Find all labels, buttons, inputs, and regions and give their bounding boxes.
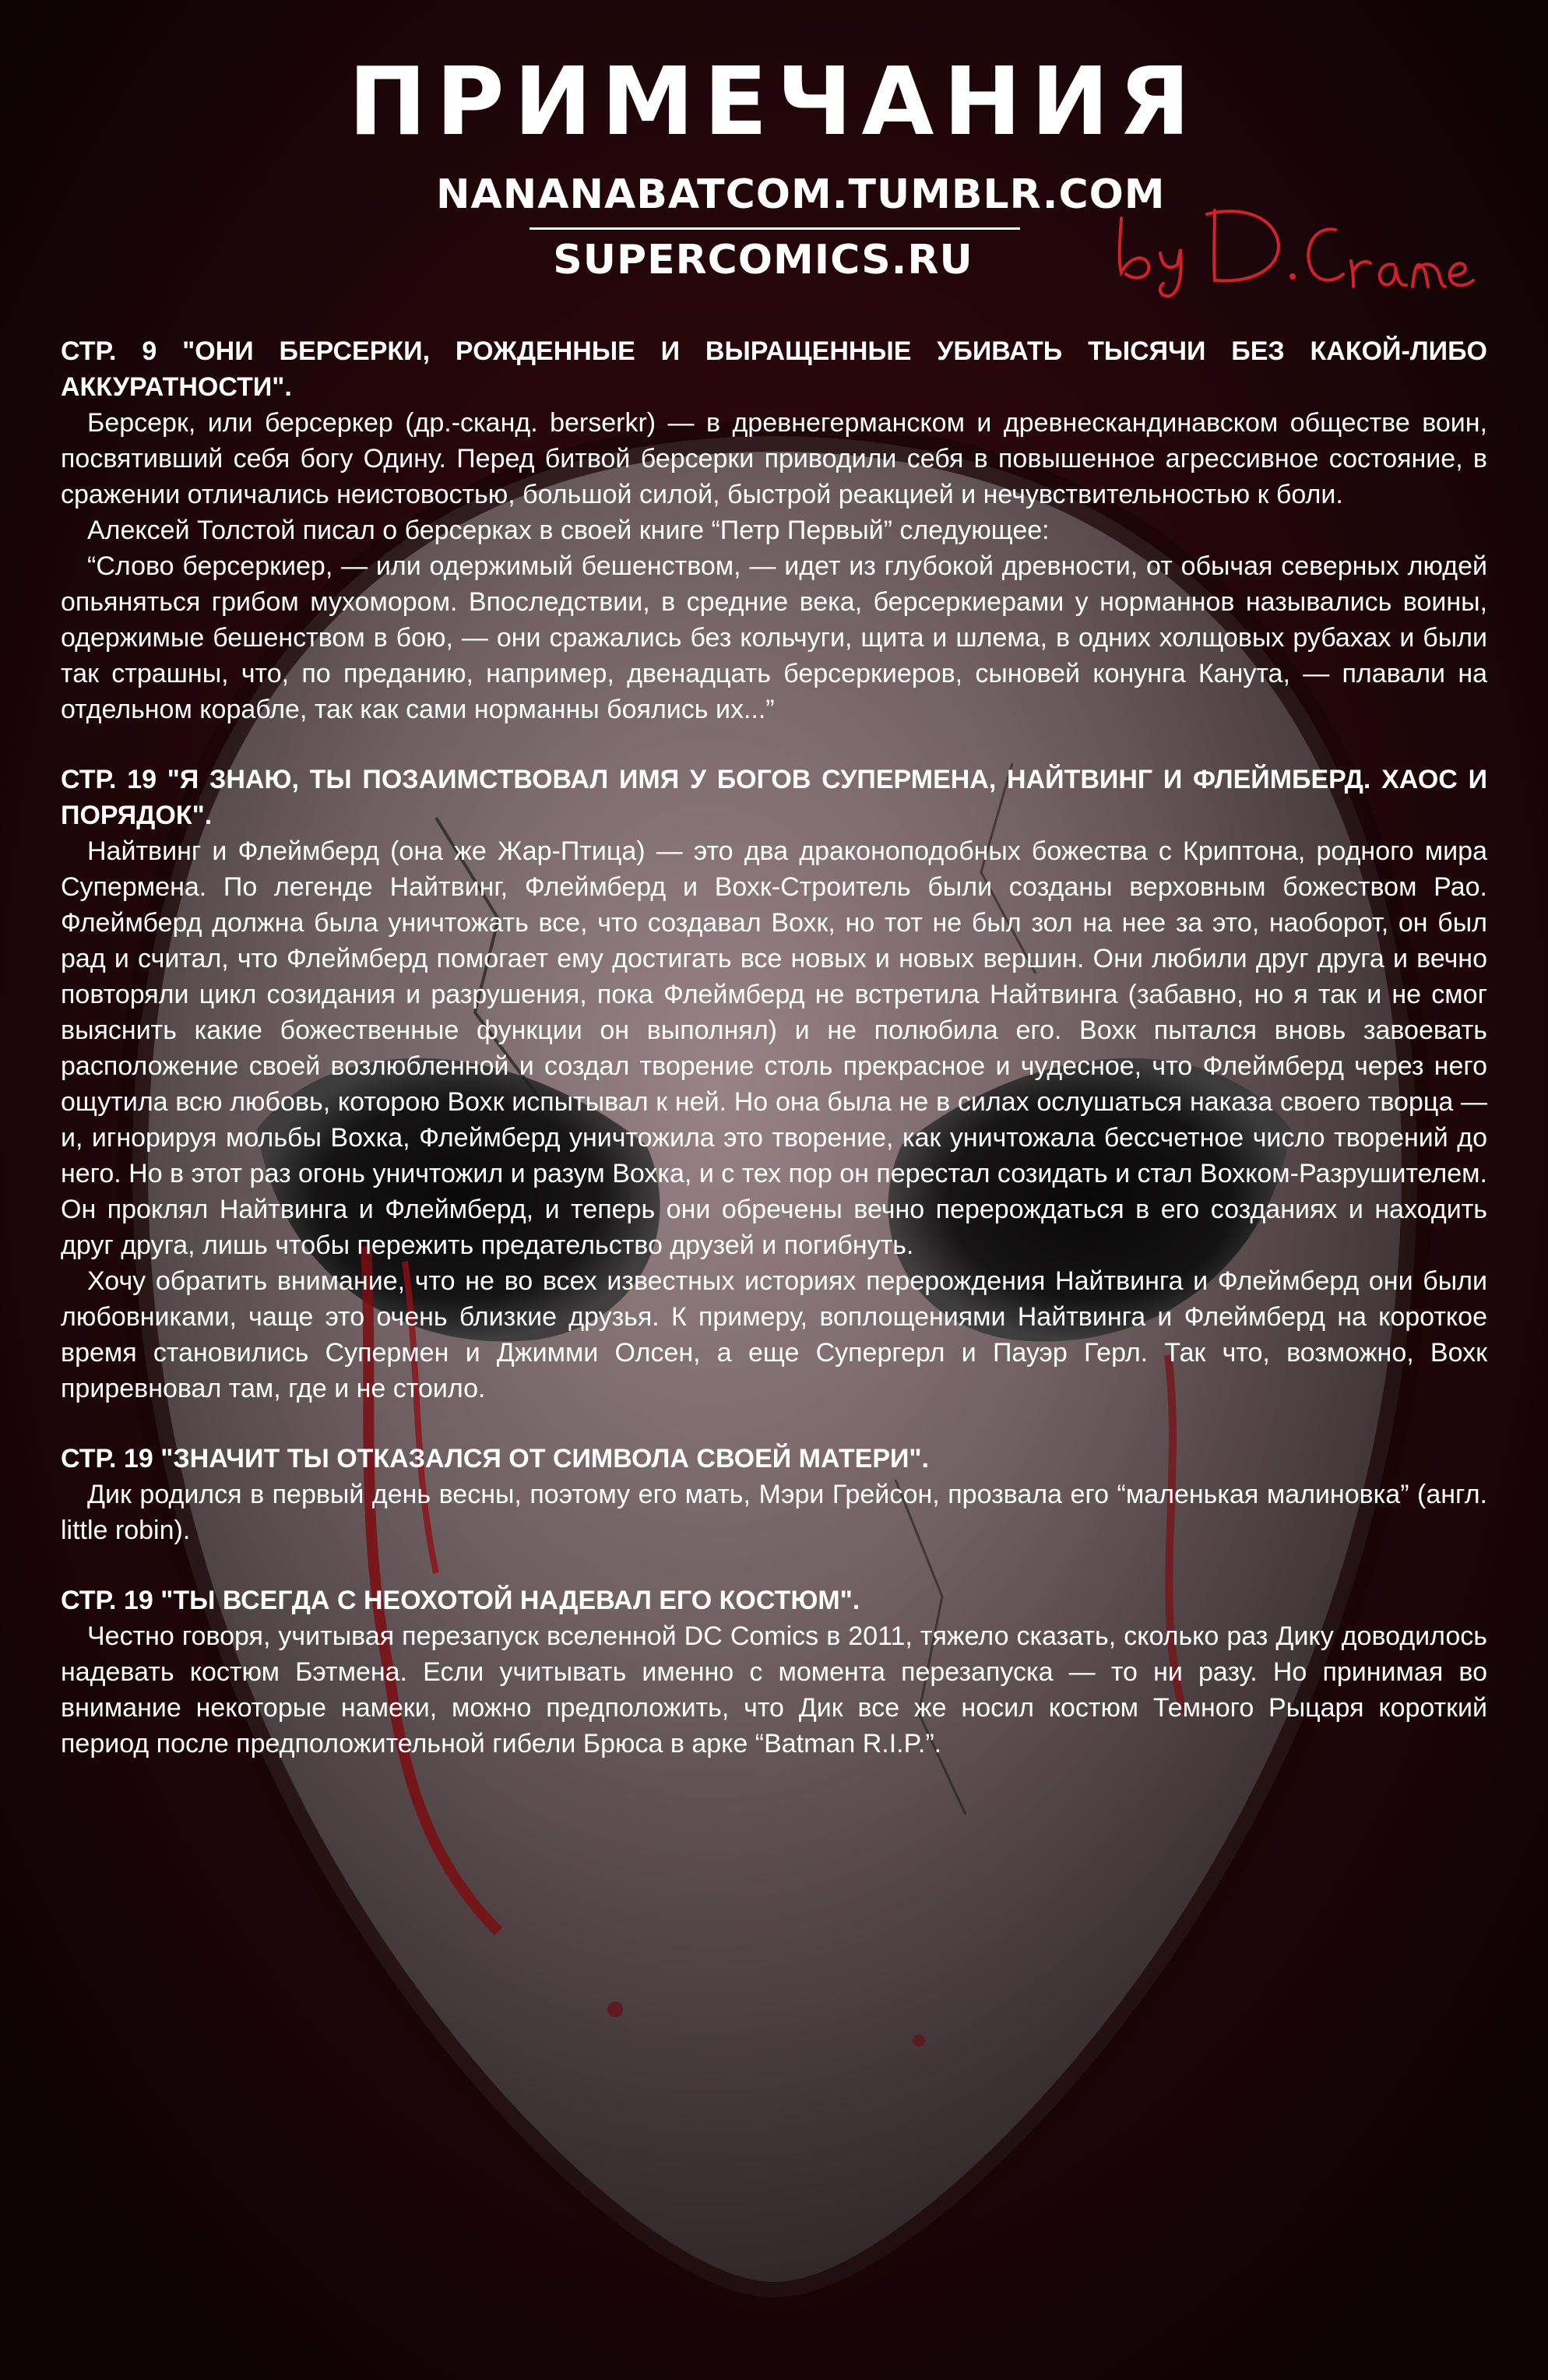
note-paragraph: Алексей Толстой писал о берсерках в своей книге “Петр Первый” следующее: (87, 516, 1050, 545)
signature-by-d-crane (1106, 187, 1479, 304)
site-link-supercomics: SUPERCOMICS.RU (553, 237, 973, 283)
notes-list (61, 333, 1487, 1796)
note-item (61, 762, 1487, 1407)
note-heading: СТР. 19 "ЗНАЧИТ ТЫ ОТКАЗАЛСЯ ОТ СИМВОЛА СВОЕЙ МАТЕРИ". (61, 1444, 929, 1473)
note-paragraph: Найтвинг и Флеймберд (она же Жар-Птица) — это два драконоподобных божества с Криптона, родного мира Супермена. По легенде Найтвинг, Флеймберд и Вохк-Строитель были созданы верховным божеством Рао. Флеймберд должна была уничтожать все, что создавал Вохк, но тот не был зол на нее за это, наоборот, он был рад и считал, что Флеймберд помогает ему достигать все новых и новых вершин. Они любили друг друга и вечно повторяли цикл созидания и разрушения, пока Флеймберд не встретила Найтвинга (забавно, но я так и не смог выяснить какие божественные функции он выполнял) и не полюбила его. Вохк пытался вновь завоевать расположение своей возлюбленной и создал творение столь прекрасное и чудесное, что Флеймберд через него ощутила всю любовь, которою Вохк испытывал к ней. Но она была не в силах ослушаться наказа своего творца — и, игнорируя мольбы Вохка, Флеймберд уничтожила это творение, как уничтожала бессчетное число творений до него. Но в этот раз огонь уничтожил и разум Вохка, и с тех пор он перестал созидать и стал Вохком-Разрушителем. Он проклял Найтвинга и Флеймберд, и теперь они обречены вечно перерождаться в его созданиях и находить друг друга, лишь чтобы пережить предательство друзей и погибнуть. (61, 836, 1487, 1260)
note-paragraph: “Слово берсеркиер, — или одержимый бешенством, — идет из глубокой древности, от обычая северных людей опьяняться грибом мухомором. Впоследствии, в средние века, берсеркиерами у норманнов назывались воины, одержимые бешенством в бою, — они сражались без кольчуги, щита и шлема, в одних холщовых рубахах и были так страшны, что, по преданию, например, двенадцать берсеркиеров, сыновей конунга Канута, — плавали на отдельном корабле, так как сами норманны боялись их...” (61, 551, 1487, 724)
note-paragraph: Хочу обратить внимание, что не во всех известных историях перерождения Найтвинга и Флеймберд они были любовниками, чаще это очень близкие друзья. К примеру, воплощениями Найтвинга и Флеймберд на короткое время становились Супермен и Джимми Олсен, а еще Супергерл и Пауэр Герл. Так что, возможно, Вохк приревновал там, где и не стоило. (61, 1266, 1487, 1403)
site-divider (529, 227, 1020, 230)
note-item (61, 1583, 1487, 1762)
note-heading: СТР. 19 "Я ЗНАЮ, ТЫ ПОЗАИМСТВОВАЛ ИМЯ У БОГОВ СУПЕРМЕНА, НАЙТВИНГ И ФЛЕЙМБЕРД. ХАОС И ПОРЯДОК". (61, 765, 1487, 830)
note-paragraph: Дик родился в первый день весны, поэтому его мать, Мэри Грейсон, прозвала его “маленькая малиновка” (англ. little robin). (61, 1480, 1487, 1545)
note-heading: СТР. 9 "ОНИ БЕРСЕРКИ, РОЖДЕННЫЕ И ВЫРАЩЕННЫЕ УБИВАТЬ ТЫСЯЧИ БЕЗ КАКОЙ-ЛИБО АККУРАТНОСТИ". (61, 336, 1487, 402)
site-link-tumblr: NANANABATCOM.TUMBLR.COM (436, 171, 1166, 218)
note-paragraph: Честно говоря, учитывая перезапуск вселенной DC Comics в 2011, тяжело сказать, сколько раз Дику доводилось надевать костюм Бэтмена. Если учитывать именно с момента перезапуска — то ни разу. Но принимая во внимание некоторые намеки, можно предположить, что Дик все же носил костюм Темного Рыцаря короткий период после предположительной гибели Брюса в арке “Batman R.I.P.”. (61, 1621, 1487, 1759)
note-paragraph: Берсерк, или берсеркер (др.-сканд. berserkr) — в древнегерманском и древнескандинавском обществе воин, посвятивший себя богу Одину. Перед битвой берсерки приводили себя в повышенное агрессивное состояние, в сражении отличались неистовостью, большой силой, быстрой реакцией и нечувствительностью к боли. (61, 408, 1487, 509)
page-title: ПРИМЕЧАНИЯ (348, 48, 1200, 157)
note-heading: СТР. 19 "ТЫ ВСЕГДА С НЕОХОТОЙ НАДЕВАЛ ЕГО КОСТЮМ". (61, 1586, 860, 1615)
note-item (61, 1441, 1487, 1548)
note-item (61, 333, 1487, 727)
